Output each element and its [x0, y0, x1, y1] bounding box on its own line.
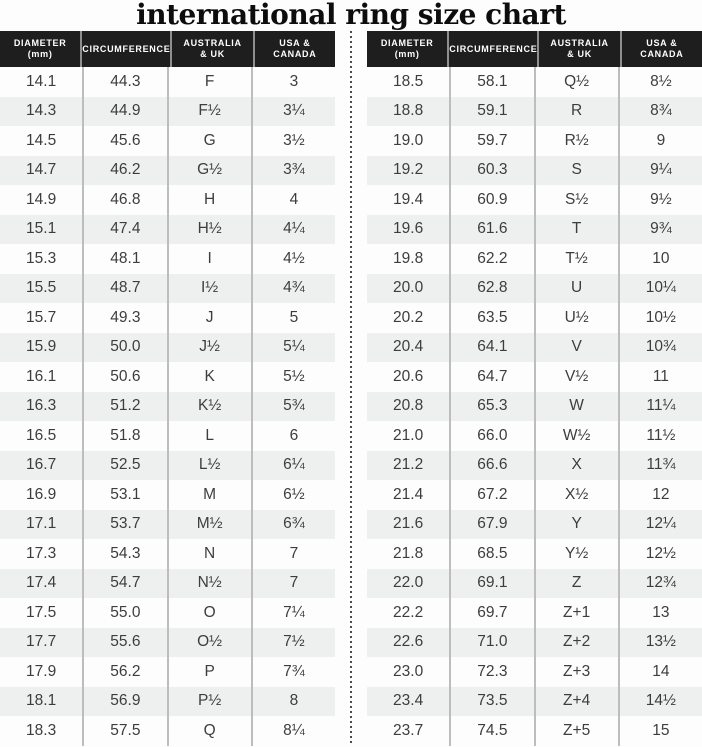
table-cell: 8¾: [650, 102, 672, 120]
table-cell: G: [169, 126, 253, 156]
table-cell: 18.3: [0, 716, 84, 746]
table-row: [367, 716, 702, 746]
table-cell: 67.2: [451, 480, 535, 510]
header-circumference: [82, 31, 172, 67]
table-row: [0, 598, 335, 628]
table-cell: 9: [656, 131, 666, 149]
table-cell: S½: [536, 185, 620, 215]
table-cell: O: [169, 598, 253, 628]
header-line: AUSTRALIA: [550, 38, 609, 48]
table-cell: M: [169, 480, 253, 510]
table-cell: 16.5: [0, 421, 84, 451]
table-row: [0, 215, 335, 245]
table-cell: X: [536, 451, 620, 481]
table-cell: 61.6: [451, 215, 535, 245]
table-cell: 21.4: [367, 480, 451, 510]
table-cell: 4¾: [283, 279, 305, 297]
table-row: [367, 687, 702, 717]
table-row: [367, 274, 702, 304]
table-cell: 54.7: [84, 569, 168, 599]
header-line: USA &: [646, 38, 678, 48]
table-cell: 14.5: [0, 126, 84, 156]
table-cell: 21.2: [367, 451, 451, 481]
header-australia-uk: [539, 31, 621, 67]
table-cell: 15.7: [0, 303, 84, 333]
table-cell: 66.6: [451, 451, 535, 481]
table-cell: 58.1: [451, 67, 535, 97]
table-cell: 5½: [283, 367, 305, 385]
table-cell: V: [536, 333, 620, 363]
table-cell: Q: [169, 716, 253, 746]
table-cell: 14.7: [0, 156, 84, 186]
header-australia-uk: [172, 31, 254, 67]
table-cell: 64.7: [451, 362, 535, 392]
header-diameter: [0, 31, 82, 67]
header-line: CIRCUMFERENCE: [449, 43, 538, 54]
table-row: [367, 628, 702, 658]
table-cell: 20.2: [367, 303, 451, 333]
table-cell: R½: [536, 126, 620, 156]
table-cell: L: [169, 421, 253, 451]
table-cell: Q½: [536, 67, 620, 97]
header-line: CANADA: [273, 49, 317, 59]
table-cell: T½: [536, 244, 620, 274]
table-cell: 67.9: [451, 510, 535, 540]
header-line: & UK: [567, 49, 592, 59]
table-cell: 45.6: [84, 126, 168, 156]
table-cell: 44.3: [84, 67, 168, 97]
table-cell: 23.0: [367, 657, 451, 687]
table-cell: 11: [652, 367, 669, 385]
table-cell: 71.0: [451, 628, 535, 658]
table-cell: 8½: [650, 72, 672, 90]
table-cell: 16.9: [0, 480, 84, 510]
table-cell: 18.8: [367, 97, 451, 127]
table-cell: 19.4: [367, 185, 451, 215]
table-header-row: [367, 31, 702, 67]
table-row: [367, 333, 702, 363]
table-cell: J½: [169, 333, 253, 363]
table-cell: 13½: [645, 633, 676, 651]
table-row: [0, 274, 335, 304]
table-row: [367, 215, 702, 245]
table-cell: V½: [536, 362, 620, 392]
table-cell: N: [169, 539, 253, 569]
table-row: [0, 362, 335, 392]
table-cell: 3¼: [283, 102, 305, 120]
table-cell: 10½: [645, 308, 676, 326]
table-cell: 15.1: [0, 215, 84, 245]
header-line: (mm): [394, 49, 420, 59]
table-cell: 4: [289, 190, 299, 208]
table-cell: X½: [536, 480, 620, 510]
page-title: international ring size chart: [136, 0, 566, 31]
table-cell: J: [169, 303, 253, 333]
table-cell: 15.9: [0, 333, 84, 363]
table-cell: 51.2: [84, 392, 168, 422]
table-cell: 14.9: [0, 185, 84, 215]
table-cell: 52.5: [84, 451, 168, 481]
table-row: [0, 480, 335, 510]
header-circumference: [449, 31, 539, 67]
table-cell: 12¾: [645, 574, 676, 592]
table-cell: 4¼: [283, 220, 305, 238]
table-cell: 6¾: [283, 515, 305, 533]
header-diameter: [367, 31, 449, 67]
table-cell: 20.6: [367, 362, 451, 392]
table-cell: 16.3: [0, 392, 84, 422]
table-row: [367, 303, 702, 333]
ring-size-table-right: [367, 31, 702, 746]
table-row: [0, 569, 335, 599]
table-cell: 14.3: [0, 97, 84, 127]
table-cell: 16.1: [0, 362, 84, 392]
table-cell: U½: [536, 303, 620, 333]
table-row: [367, 156, 702, 186]
table-cell: 16.7: [0, 451, 84, 481]
table-cell: 72.3: [451, 657, 535, 687]
table-cell: 64.1: [451, 333, 535, 363]
table-cell: 48.1: [84, 244, 168, 274]
table-cell: 11¼: [646, 397, 676, 415]
right-table-body: [367, 67, 702, 746]
table-cell: 8: [289, 692, 299, 710]
table-cell: 12: [652, 485, 670, 503]
table-cell: 69.1: [451, 569, 535, 599]
table-cell: 11¾: [646, 456, 676, 474]
table-row: [367, 569, 702, 599]
table-row: [367, 97, 702, 127]
table-cell: 12¼: [645, 515, 676, 533]
table-cell: 63.5: [451, 303, 535, 333]
table-cell: 19.8: [367, 244, 451, 274]
table-cell: 14.1: [0, 67, 84, 97]
table-cell: 3½: [283, 131, 305, 149]
table-row: [0, 451, 335, 481]
table-cell: 46.8: [84, 185, 168, 215]
table-cell: 44.9: [84, 97, 168, 127]
table-cell: P½: [169, 687, 253, 717]
table-cell: 65.3: [451, 392, 535, 422]
table-cell: 17.5: [0, 598, 84, 628]
dotted-divider: [350, 31, 352, 746]
table-cell: 47.4: [84, 215, 168, 245]
table-cell: 50.6: [84, 362, 168, 392]
header-line: CANADA: [640, 49, 684, 59]
table-cell: Z+3: [536, 657, 620, 687]
table-row: [0, 716, 335, 746]
table-cell: 7¾: [283, 662, 305, 680]
table-cell: 22.2: [367, 598, 451, 628]
table-row: [0, 67, 335, 97]
header-usa-canada: [255, 31, 335, 67]
table-cell: 6½: [283, 485, 305, 503]
table-cell: 5¾: [283, 397, 305, 415]
table-cell: 66.0: [451, 421, 535, 451]
table-cell: 56.9: [84, 687, 168, 717]
table-cell: Z+2: [536, 628, 620, 658]
table-cell: 23.7: [367, 716, 451, 746]
table-cell: 10¼: [645, 279, 676, 297]
table-cell: 48.7: [84, 274, 168, 304]
table-row: [0, 657, 335, 687]
table-cell: 62.8: [451, 274, 535, 304]
table-row: [0, 185, 335, 215]
table-cell: 15.5: [0, 274, 84, 304]
table-cell: 17.7: [0, 628, 84, 658]
table-cell: 21.6: [367, 510, 451, 540]
table-cell: 14½: [645, 692, 676, 710]
header-line: DIAMETER: [13, 38, 67, 48]
table-cell: O½: [169, 628, 253, 658]
table-cell: 17.1: [0, 510, 84, 540]
table-cell: 22.6: [367, 628, 451, 658]
table-cell: Y½: [536, 539, 620, 569]
table-cell: 7: [289, 544, 299, 562]
table-cell: 19.0: [367, 126, 451, 156]
table-cell: 12½: [645, 544, 676, 562]
table-row: [0, 539, 335, 569]
table-cell: F: [169, 67, 253, 97]
table-cell: K: [169, 362, 253, 392]
table-cell: 73.5: [451, 687, 535, 717]
table-cell: 60.9: [451, 185, 535, 215]
table-row: [0, 687, 335, 717]
table-cell: 18.5: [367, 67, 451, 97]
table-cell: 15: [652, 721, 670, 739]
table-cell: 54.3: [84, 539, 168, 569]
table-cell: 69.7: [451, 598, 535, 628]
table-cell: Z: [536, 569, 620, 599]
table-cell: M½: [169, 510, 253, 540]
table-cell: R: [536, 97, 620, 127]
table-cell: 9¼: [650, 161, 672, 179]
table-row: [0, 244, 335, 274]
table-cell: 20.4: [367, 333, 451, 363]
table-row: [0, 628, 335, 658]
table-cell: L½: [169, 451, 253, 481]
table-cell: T: [536, 215, 620, 245]
table-cell: 20.8: [367, 392, 451, 422]
table-cell: W: [536, 392, 620, 422]
table-cell: 3: [289, 72, 299, 90]
table-row: [0, 126, 335, 156]
table-row: [367, 67, 702, 97]
table-cell: 50.0: [84, 333, 168, 363]
table-cell: 21.8: [367, 539, 451, 569]
table-row: [367, 510, 702, 540]
table-cell: 23.4: [367, 687, 451, 717]
table-cell: Z+1: [536, 598, 620, 628]
table-row: [0, 421, 335, 451]
table-row: [0, 392, 335, 422]
table-cell: Z+4: [536, 687, 620, 717]
table-row: [367, 362, 702, 392]
table-row: [0, 333, 335, 363]
table-row: [367, 185, 702, 215]
table-cell: 22.0: [367, 569, 451, 599]
table-cell: Z+5: [536, 716, 620, 746]
table-cell: 5¼: [283, 338, 305, 356]
table-row: [0, 156, 335, 186]
table-row: [367, 451, 702, 481]
ring-size-table-left: [0, 31, 335, 746]
table-cell: 21.0: [367, 421, 451, 451]
left-table-body: [0, 67, 335, 746]
table-cell: 3¾: [283, 161, 305, 179]
table-cell: 10¾: [645, 338, 676, 356]
header-line: DIAMETER: [380, 38, 434, 48]
header-line: AUSTRALIA: [183, 38, 242, 48]
header-line: CIRCUMFERENCE: [82, 43, 171, 54]
table-cell: 59.1: [451, 97, 535, 127]
table-cell: U: [536, 274, 620, 304]
table-cell: F½: [169, 97, 253, 127]
header-line: (mm): [27, 49, 53, 59]
table-row: [367, 244, 702, 274]
tables-container: [0, 31, 702, 746]
table-cell: P: [169, 657, 253, 687]
table-cell: 18.1: [0, 687, 84, 717]
table-cell: 7: [289, 574, 299, 592]
header-line: & UK: [200, 49, 225, 59]
table-cell: 19.2: [367, 156, 451, 186]
table-cell: 7½: [283, 633, 305, 651]
table-cell: 9¾: [650, 220, 672, 238]
table-cell: 4½: [283, 249, 305, 267]
table-header-row: [0, 31, 335, 67]
table-cell: 20.0: [367, 274, 451, 304]
table-cell: 17.9: [0, 657, 84, 687]
table-cell: 55.0: [84, 598, 168, 628]
table-cell: 74.5: [451, 716, 535, 746]
table-cell: 13: [652, 603, 670, 621]
table-cell: 46.2: [84, 156, 168, 186]
table-cell: 7¼: [283, 603, 305, 621]
table-row: [367, 126, 702, 156]
table-row: [367, 539, 702, 569]
table-cell: Y: [536, 510, 620, 540]
table-row: [367, 598, 702, 628]
table-cell: 14: [652, 662, 670, 680]
table-cell: 60.3: [451, 156, 535, 186]
table-cell: 57.5: [84, 716, 168, 746]
table-cell: 62.2: [451, 244, 535, 274]
table-cell: S: [536, 156, 620, 186]
table-row: [367, 392, 702, 422]
header-usa-canada: [622, 31, 702, 67]
table-cell: 10: [652, 249, 670, 267]
table-row: [367, 421, 702, 451]
table-row: [0, 303, 335, 333]
table-cell: I½: [169, 274, 253, 304]
table-cell: 68.5: [451, 539, 535, 569]
table-cell: 5: [289, 308, 299, 326]
table-cell: 17.3: [0, 539, 84, 569]
table-cell: 55.6: [84, 628, 168, 658]
table-cell: H½: [169, 215, 253, 245]
table-cell: N½: [169, 569, 253, 599]
table-row: [0, 97, 335, 127]
table-cell: 6¼: [283, 456, 305, 474]
table-cell: W½: [536, 421, 620, 451]
table-cell: K½: [169, 392, 253, 422]
table-cell: G½: [169, 156, 253, 186]
table-cell: 56.2: [84, 657, 168, 687]
table-cell: 11½: [646, 426, 676, 444]
table-row: [367, 480, 702, 510]
table-cell: 59.7: [451, 126, 535, 156]
table-cell: 9½: [650, 190, 672, 208]
table-row: [367, 657, 702, 687]
table-cell: H: [169, 185, 253, 215]
table-cell: 51.8: [84, 421, 168, 451]
table-cell: I: [169, 244, 253, 274]
table-cell: 19.6: [367, 215, 451, 245]
table-cell: 17.4: [0, 569, 84, 599]
table-cell: 49.3: [84, 303, 168, 333]
header-line: USA &: [279, 38, 311, 48]
table-cell: 53.1: [84, 480, 168, 510]
table-row: [0, 510, 335, 540]
table-cell: 53.7: [84, 510, 168, 540]
table-cell: 8¼: [283, 721, 305, 739]
table-gap: [335, 31, 367, 746]
table-cell: 6: [289, 426, 299, 444]
table-cell: 15.3: [0, 244, 84, 274]
